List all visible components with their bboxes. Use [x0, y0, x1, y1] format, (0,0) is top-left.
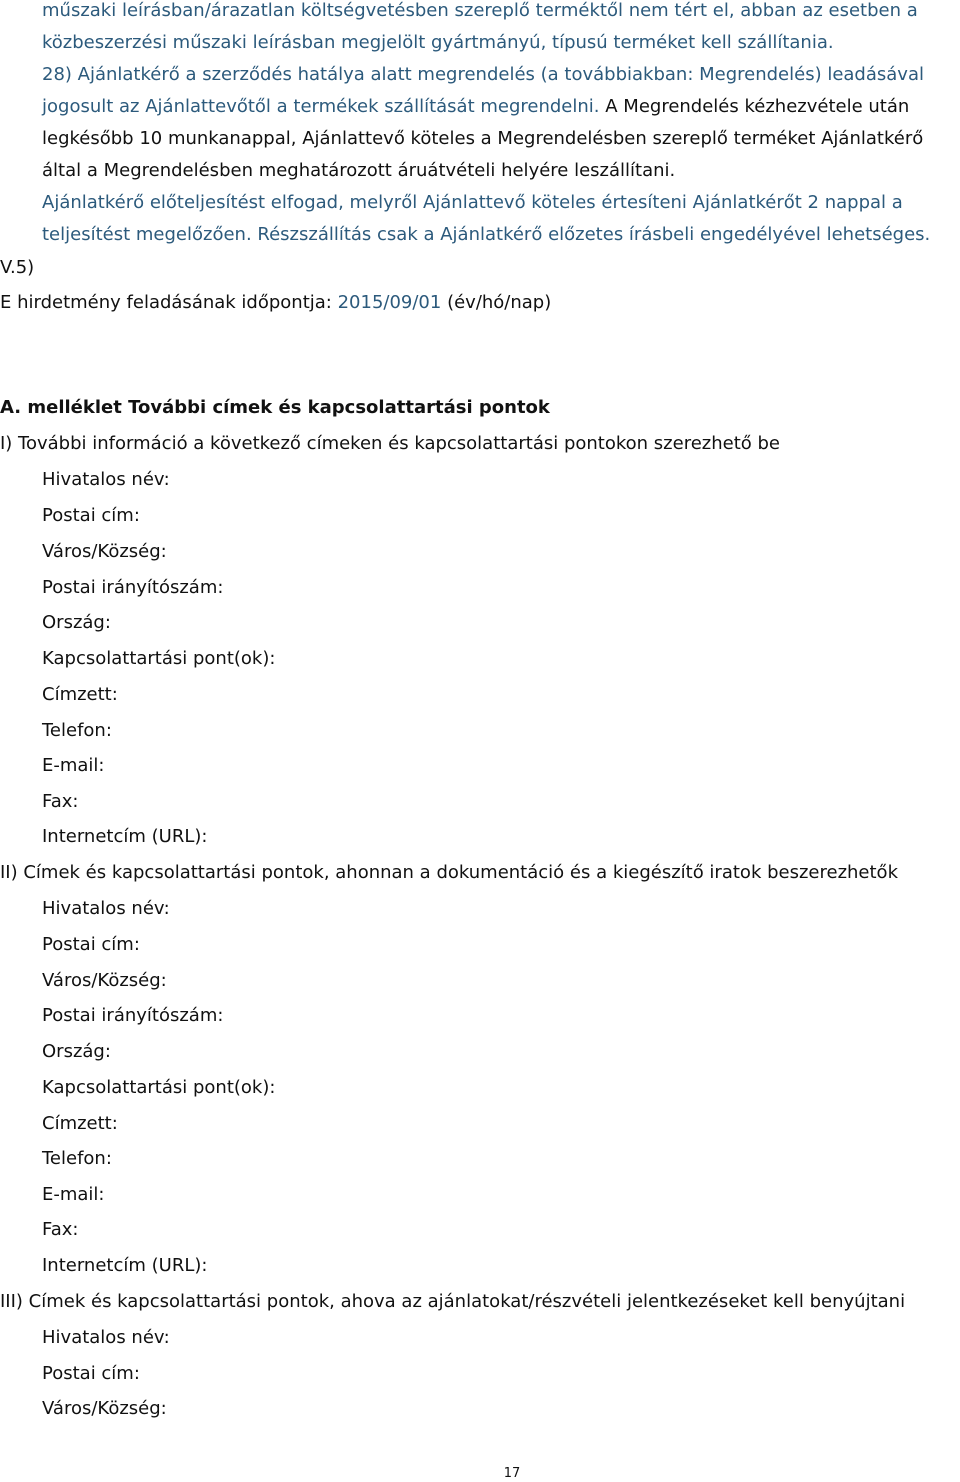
- paragraph-segment: Részszállítás csak a Ajánlatkérő előzetes írásbeli engedélyével lehetséges.: [257, 224, 931, 245]
- paragraph-line: [42, 224, 930, 246]
- field-label: Címzett:: [42, 1113, 118, 1134]
- section-title: I) További információ a következő címeken és kapcsolattartási pontokon szerezhető be: [0, 433, 780, 454]
- field-label: Hivatalos név:: [42, 1327, 170, 1348]
- field-label: Város/Község:: [42, 541, 167, 562]
- field-label: Internetcím (URL):: [42, 1255, 208, 1276]
- field-label: Postai irányítószám:: [42, 1005, 224, 1026]
- paragraph-line: Ajánlatkérő előteljesítést elfogad, melyről Ajánlattevő köteles értesíteni Ajánlatkérőt 2 nappal a: [42, 192, 903, 213]
- paragraph-segment: teljesítést megelőzően.: [42, 224, 258, 245]
- paragraph-line: [42, 96, 909, 118]
- paragraph-segment: jogosult az Ajánlattevőtől a termékek szállítását megrendelni.: [42, 96, 606, 117]
- paragraph-line: műszaki leírásban/árazatlan költségvetésben szereplő terméktől nem tért el, abban az esetben a: [42, 0, 918, 21]
- publication-date-line: [0, 292, 551, 314]
- section-title: II) Címek és kapcsolattartási pontok, ahonnan a dokumentáció és a kiegészítő iratok beszerezhetők: [0, 862, 898, 883]
- date-label: E hirdetmény feladásának időpontja:: [0, 292, 338, 313]
- field-label: Kapcsolattartási pont(ok):: [42, 1077, 276, 1098]
- date-value: 2015/09/01: [337, 292, 442, 313]
- page-number: 17: [503, 1466, 521, 1481]
- field-label: Internetcím (URL):: [42, 826, 208, 847]
- field-label: Telefon:: [42, 1148, 112, 1169]
- section-label: V.5): [0, 257, 35, 278]
- date-format: (év/hó/nap): [441, 292, 552, 313]
- paragraph-line: által a Megrendelésben meghatározott áruátvételi helyére leszállítani.: [42, 160, 676, 181]
- field-label: Címzett:: [42, 684, 118, 705]
- field-label: Város/Község:: [42, 1398, 167, 1419]
- annex-title: [0, 397, 550, 419]
- section-title: III) Címek és kapcsolattartási pontok, ahova az ajánlatokat/részvételi jelentkezéseket kell benyújtani: [0, 1291, 906, 1312]
- field-label: Postai irányítószám:: [42, 577, 224, 598]
- field-label: Város/Község:: [42, 970, 167, 991]
- field-label: Postai cím:: [42, 505, 140, 526]
- field-label: Postai cím:: [42, 1363, 140, 1384]
- field-label: Kapcsolattartási pont(ok):: [42, 648, 276, 669]
- field-label: Hivatalos név:: [42, 898, 170, 919]
- paragraph-line: legkésőbb 10 munkanappal, Ajánlattevő köteles a Megrendelésben szereplő terméket Ajánlatkérő: [42, 128, 924, 149]
- paragraph-line: közbeszerzési műszaki leírásban megjelölt gyártmányú, típusú terméket kell szállítania.: [42, 32, 834, 53]
- paragraph-segment: A Megrendelés kézhezvétele után: [605, 96, 910, 117]
- field-label: Fax:: [42, 1219, 79, 1240]
- field-label: Telefon:: [42, 720, 112, 741]
- field-label: Ország:: [42, 612, 111, 633]
- field-label: E-mail:: [42, 755, 105, 776]
- paragraph-line: 28) Ajánlatkérő a szerződés hatálya alatt megrendelés (a továbbiakban: Megrendelés) leadásával: [42, 64, 924, 85]
- field-label: Postai cím:: [42, 934, 140, 955]
- annex-letter: A.: [0, 397, 28, 418]
- field-label: Hivatalos név:: [42, 469, 170, 490]
- field-label: E-mail:: [42, 1184, 105, 1205]
- field-label: Fax:: [42, 791, 79, 812]
- annex-heading: melléklet További címek és kapcsolattartási pontok: [27, 397, 550, 418]
- field-label: Ország:: [42, 1041, 111, 1062]
